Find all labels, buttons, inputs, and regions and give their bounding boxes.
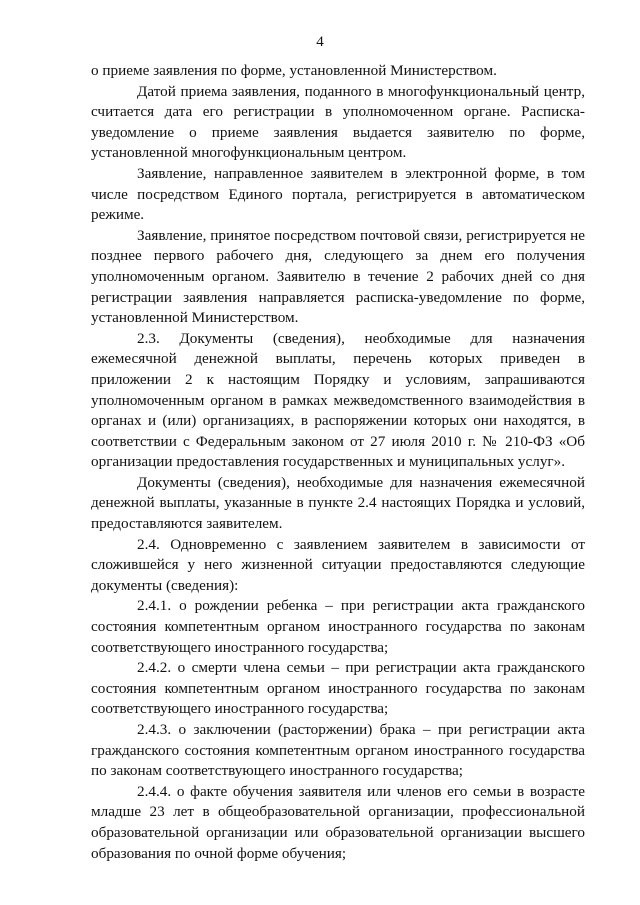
paragraph-2: Датой приема заявления, поданного в многофункциональный центр, считается дата его регистрации в уполномоченном органе. Расписка-уведомление о приеме заявления выдается заявителю по форме, установленной многофункциональным центром.	[91, 82, 585, 162]
page-number: 4	[316, 34, 324, 50]
paragraph-9: 2.4.2. о смерти члена семьи – при регистрации акта гражданского состояния компетентным органом иностранного государства по законам соответствующего иностранного государства;	[91, 659, 585, 718]
paragraph-4: Заявление, принятое посредством почтовой связи, регистрируется не позднее первого рабочего дня, следующего за днем его получения уполномоченным органом. Заявителю в течение 2 рабочих дней со дня регистрации заявления направляется расписка-уведомление по форме, установленной Министерством.	[91, 226, 585, 327]
paragraph-8: 2.4.1. о рождении ребенка – при регистрации акта гражданского состояния компетентным органом иностранного государства по законам соответствующего иностранного государства;	[91, 597, 585, 656]
document-body	[91, 61, 585, 864]
paragraph-7: 2.4. Одновременно с заявлением заявителем в зависимости от сложившейся у него жизненной ситуации предоставляются следующие документы (сведения):	[91, 535, 585, 594]
paragraph-5: 2.3. Документы (сведения), необходимые для назначения ежемесячной денежной выплаты, перечень которых приведен в приложении 2 к настоящим Порядку и условиям, запрашиваются уполномоченным органом в рамках межведомственного взаимодействия в органах и (или) организациях, в распоряжении которых они находятся, в соответствии с Федеральным законом от 27 июля 2010 г. № 210-ФЗ «Об организации предоставления государственных и муниципальных услуг».	[91, 329, 585, 471]
paragraph-11: 2.4.4. о факте обучения заявителя или членов его семьи в возрасте младше 23 лет в общеобразовательной организации, профессиональной образовательной организации или образовательной организации высшего образования по очной форме обучения;	[91, 782, 585, 862]
paragraph-10: 2.4.3. о заключении (расторжении) брака – при регистрации акта гражданского состояния компетентным органом иностранного государства по законам соответствующего иностранного государства;	[91, 721, 585, 780]
paragraph-6: Документы (сведения), необходимые для назначения ежемесячной денежной выплаты, указанные в пункте 2.4 настоящих Порядка и условий, предоставляются заявителем.	[91, 473, 585, 533]
paragraph-1: о приеме заявления по форме, установленной Министерством.	[91, 62, 497, 79]
paragraph-3: Заявление, направленное заявителем в электронной форме, в том числе посредством Единого портала, регистрируется в автоматическом режиме.	[91, 164, 585, 224]
